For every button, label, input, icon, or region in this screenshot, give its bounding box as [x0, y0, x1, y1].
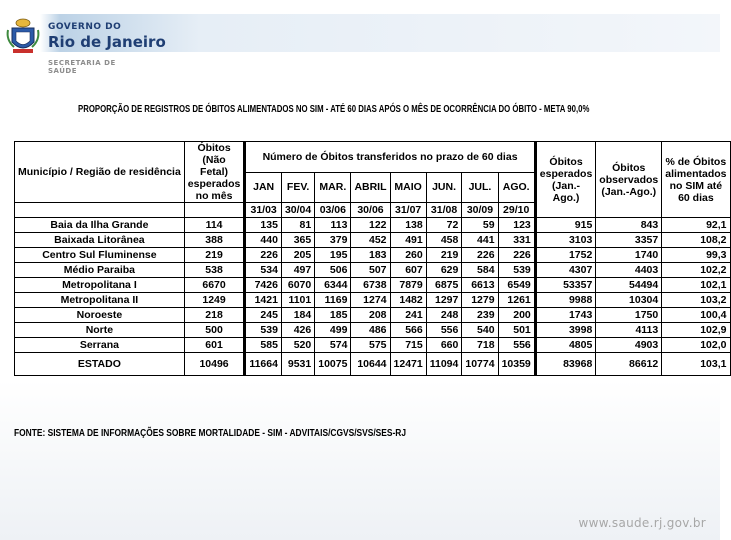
- month-header: MAR.: [315, 172, 351, 203]
- month-value-cell: 1279: [462, 293, 498, 308]
- region-cell: Metropolitana I: [15, 278, 185, 293]
- month-value-cell: 10359: [498, 353, 535, 376]
- obitos-observados-cell: 10304: [596, 293, 662, 308]
- obitos-esperados-cell: 53357: [535, 278, 596, 293]
- month-value-cell: 534: [245, 263, 282, 278]
- obitos-observados-header: Óbitos observados (Jan.-Ago.): [596, 142, 662, 218]
- expected-cell: 218: [184, 308, 245, 323]
- slide-title: PROPORÇÃO DE REGISTROS DE ÓBITOS ALIMENTADOS NO SIM - ATÉ 60 DIAS APÓS O MÊS DE OCORRÊNCIA DO ÓBITO - META 90,0%: [78, 104, 590, 115]
- expected-header-blank: [184, 203, 245, 218]
- month-value-cell: 575: [351, 338, 390, 353]
- month-value-cell: 331: [498, 233, 535, 248]
- brand-line-1: GOVERNO DO: [48, 22, 122, 32]
- obitos-esperados-cell: 1743: [535, 308, 596, 323]
- month-value-cell: 11094: [426, 353, 462, 376]
- percent-cell: 103,1: [662, 353, 730, 376]
- expected-cell: 219: [184, 248, 245, 263]
- secretaria-line-1: SECRETARIA DE: [48, 59, 116, 67]
- month-value-cell: 6613: [462, 278, 498, 293]
- month-header: ABRIL: [351, 172, 390, 203]
- table-row: [15, 248, 731, 263]
- month-value-cell: 135: [245, 218, 282, 233]
- month-value-cell: 660: [426, 338, 462, 353]
- month-value-cell: 629: [426, 263, 462, 278]
- region-cell: Norte: [15, 323, 185, 338]
- month-value-cell: 10075: [315, 353, 351, 376]
- region-cell: Noroeste: [15, 308, 185, 323]
- month-value-cell: 122: [351, 218, 390, 233]
- month-value-cell: 1274: [351, 293, 390, 308]
- month-value-cell: 9531: [281, 353, 314, 376]
- obitos-observados-cell: 54494: [596, 278, 662, 293]
- expected-cell: 6670: [184, 278, 245, 293]
- date-header: 31/08: [426, 203, 462, 218]
- region-header-blank: [15, 203, 185, 218]
- expected-cell: 500: [184, 323, 245, 338]
- table-row: [15, 218, 731, 233]
- expected-cell: 601: [184, 338, 245, 353]
- header-row-1: [15, 142, 731, 173]
- date-header: 30/09: [462, 203, 498, 218]
- secretaria-line-2: SAÚDE: [48, 67, 78, 75]
- month-value-cell: 113: [315, 218, 351, 233]
- month-value-cell: 540: [462, 323, 498, 338]
- month-value-cell: 379: [315, 233, 351, 248]
- month-value-cell: 195: [315, 248, 351, 263]
- month-value-cell: 72: [426, 218, 462, 233]
- month-value-cell: 556: [426, 323, 462, 338]
- month-value-cell: 226: [462, 248, 498, 263]
- month-value-cell: 241: [390, 308, 426, 323]
- month-header: JUN.: [426, 172, 462, 203]
- obitos-esperados-cell: 915: [535, 218, 596, 233]
- month-value-cell: 441: [462, 233, 498, 248]
- percent-cell: 102,9: [662, 323, 730, 338]
- source-note: FONTE: SISTEMA DE INFORMAÇÕES SOBRE MORTALIDADE - SIM - ADVITAIS/CGVS/SVS/SES-RJ: [14, 428, 407, 439]
- expected-header: Óbitos (Não Fetal) esperados no mês: [184, 142, 245, 203]
- region-header: Município / Região de residência: [15, 142, 185, 203]
- total-row: [15, 353, 731, 376]
- date-header: 30/06: [351, 203, 390, 218]
- table-row: [15, 323, 731, 338]
- table-row: [15, 293, 731, 308]
- month-value-cell: 1297: [426, 293, 462, 308]
- month-value-cell: 452: [351, 233, 390, 248]
- month-value-cell: 539: [498, 263, 535, 278]
- month-value-cell: 123: [498, 218, 535, 233]
- obitos-observados-cell: 86612: [596, 353, 662, 376]
- percent-cell: 92,1: [662, 218, 730, 233]
- month-value-cell: 1482: [390, 293, 426, 308]
- region-cell: Serrana: [15, 338, 185, 353]
- percent-cell: 100,4: [662, 308, 730, 323]
- month-value-cell: 458: [426, 233, 462, 248]
- month-value-cell: 245: [245, 308, 282, 323]
- government-brand: [48, 22, 166, 51]
- month-value-cell: 205: [281, 248, 314, 263]
- region-cell: Metropolitana II: [15, 293, 185, 308]
- obitos-observados-cell: 4903: [596, 338, 662, 353]
- date-header: 31/07: [390, 203, 426, 218]
- month-header: JAN: [245, 172, 282, 203]
- month-value-cell: 219: [426, 248, 462, 263]
- month-value-cell: 440: [245, 233, 282, 248]
- percent-cell: 108,2: [662, 233, 730, 248]
- month-value-cell: 226: [498, 248, 535, 263]
- table-row: [15, 233, 731, 248]
- percent-cell: 99,3: [662, 248, 730, 263]
- month-value-cell: 185: [315, 308, 351, 323]
- month-value-cell: 607: [390, 263, 426, 278]
- month-value-cell: 138: [390, 218, 426, 233]
- month-value-cell: 260: [390, 248, 426, 263]
- month-value-cell: 426: [281, 323, 314, 338]
- mortality-table: [14, 141, 731, 376]
- month-value-cell: 239: [462, 308, 498, 323]
- table-row: [15, 263, 731, 278]
- month-value-cell: 539: [245, 323, 282, 338]
- month-value-cell: 486: [351, 323, 390, 338]
- month-value-cell: 499: [315, 323, 351, 338]
- obitos-esperados-cell: 3103: [535, 233, 596, 248]
- expected-cell: 10496: [184, 353, 245, 376]
- month-value-cell: 718: [462, 338, 498, 353]
- month-value-cell: 6738: [351, 278, 390, 293]
- month-value-cell: 520: [281, 338, 314, 353]
- date-header: 29/10: [498, 203, 535, 218]
- expected-cell: 114: [184, 218, 245, 233]
- month-value-cell: 556: [498, 338, 535, 353]
- month-value-cell: 7426: [245, 278, 282, 293]
- month-value-cell: 365: [281, 233, 314, 248]
- obitos-esperados-header: Óbitos esperados (Jan.- Ago.): [535, 142, 596, 218]
- month-value-cell: 491: [390, 233, 426, 248]
- month-value-cell: 200: [498, 308, 535, 323]
- month-value-cell: 566: [390, 323, 426, 338]
- month-header: AGO.: [498, 172, 535, 203]
- month-value-cell: 501: [498, 323, 535, 338]
- month-value-cell: 226: [245, 248, 282, 263]
- region-cell: Baixada Litorânea: [15, 233, 185, 248]
- state-coat-of-arms-logo: [4, 14, 42, 58]
- expected-cell: 538: [184, 263, 245, 278]
- month-header: MAIO: [390, 172, 426, 203]
- month-header: JUL.: [462, 172, 498, 203]
- obitos-observados-cell: 3357: [596, 233, 662, 248]
- month-value-cell: 10644: [351, 353, 390, 376]
- region-cell: Médio Paraiba: [15, 263, 185, 278]
- month-value-cell: 1169: [315, 293, 351, 308]
- month-value-cell: 6875: [426, 278, 462, 293]
- footer-url: www.saude.rj.gov.br: [578, 516, 706, 530]
- month-value-cell: 59: [462, 218, 498, 233]
- obitos-esperados-cell: 9988: [535, 293, 596, 308]
- month-value-cell: 11664: [245, 353, 282, 376]
- month-header: FEV.: [281, 172, 314, 203]
- month-value-cell: 715: [390, 338, 426, 353]
- month-value-cell: 183: [351, 248, 390, 263]
- expected-cell: 388: [184, 233, 245, 248]
- percent-header: % de Óbitos alimentados no SIM até 60 dias: [662, 142, 730, 218]
- table-row: [15, 278, 731, 293]
- date-header: 31/03: [245, 203, 282, 218]
- table-row: [15, 308, 731, 323]
- month-value-cell: 10774: [462, 353, 498, 376]
- table-body: [15, 218, 731, 376]
- month-value-cell: 248: [426, 308, 462, 323]
- transfer-group-header: Número de Óbitos transferidos no prazo de 60 dias: [245, 142, 535, 173]
- month-value-cell: 1421: [245, 293, 282, 308]
- obitos-observados-cell: 843: [596, 218, 662, 233]
- month-value-cell: 1101: [281, 293, 314, 308]
- obitos-observados-cell: 1750: [596, 308, 662, 323]
- month-value-cell: 497: [281, 263, 314, 278]
- month-value-cell: 6549: [498, 278, 535, 293]
- expected-cell: 1249: [184, 293, 245, 308]
- month-value-cell: 1261: [498, 293, 535, 308]
- month-value-cell: 507: [351, 263, 390, 278]
- month-value-cell: 574: [315, 338, 351, 353]
- month-value-cell: 585: [245, 338, 282, 353]
- obitos-observados-cell: 4403: [596, 263, 662, 278]
- region-cell: ESTADO: [15, 353, 185, 376]
- month-value-cell: 7879: [390, 278, 426, 293]
- month-value-cell: 6344: [315, 278, 351, 293]
- percent-cell: 102,2: [662, 263, 730, 278]
- month-value-cell: 6070: [281, 278, 314, 293]
- month-value-cell: 506: [315, 263, 351, 278]
- month-value-cell: 81: [281, 218, 314, 233]
- obitos-esperados-cell: 4805: [535, 338, 596, 353]
- obitos-esperados-cell: 1752: [535, 248, 596, 263]
- percent-cell: 102,1: [662, 278, 730, 293]
- obitos-observados-cell: 4113: [596, 323, 662, 338]
- secretaria-label: [48, 59, 116, 75]
- percent-cell: 103,2: [662, 293, 730, 308]
- obitos-esperados-cell: 3998: [535, 323, 596, 338]
- region-cell: Baia da Ilha Grande: [15, 218, 185, 233]
- date-header: 03/06: [315, 203, 351, 218]
- month-value-cell: 208: [351, 308, 390, 323]
- obitos-observados-cell: 1740: [596, 248, 662, 263]
- month-value-cell: 184: [281, 308, 314, 323]
- region-cell: Centro Sul Fluminense: [15, 248, 185, 263]
- table-row: [15, 338, 731, 353]
- percent-cell: 102,0: [662, 338, 730, 353]
- date-header: 30/04: [281, 203, 314, 218]
- month-value-cell: 12471: [390, 353, 426, 376]
- obitos-esperados-cell: 4307: [535, 263, 596, 278]
- month-value-cell: 584: [462, 263, 498, 278]
- obitos-esperados-cell: 83968: [535, 353, 596, 376]
- brand-line-2: Rio de Janeiro: [48, 33, 166, 51]
